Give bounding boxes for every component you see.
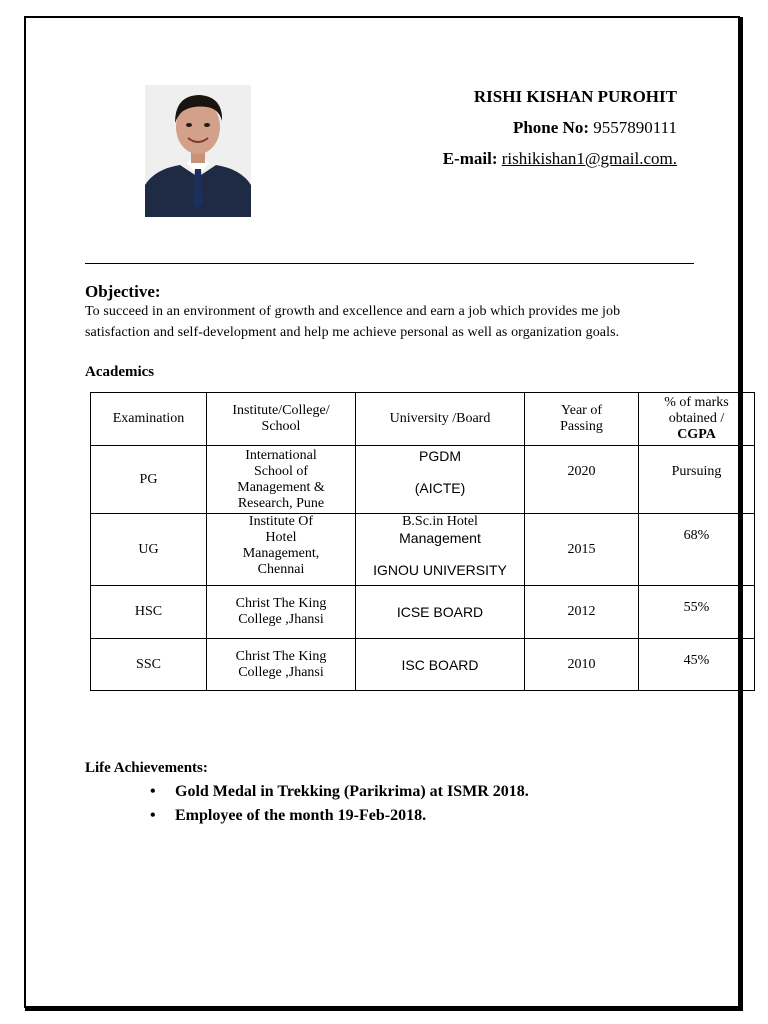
objective-heading: Objective: [85, 282, 161, 301]
cell-year: 2015 [525, 514, 639, 586]
header-institute [207, 393, 356, 446]
cell-university: ISC BOARD [356, 639, 525, 691]
cell-line: (AICTE) [414, 480, 466, 496]
cell-university [356, 446, 525, 514]
table-row [91, 586, 755, 639]
cell-institute [207, 586, 356, 639]
cell-line: PGDM [419, 448, 461, 464]
list-item [150, 804, 529, 828]
objective-line: To succeed in an environment of growth and excellence and earn a job which provides me job [85, 304, 621, 319]
achievement-text: Gold Medal in Trekking (Parikrima) at ISMR 2018. [175, 783, 529, 800]
cell-marks: Pursuing [639, 446, 755, 514]
header-line: Year of [561, 403, 602, 418]
cell-line: Institute Of [248, 514, 314, 529]
cell-marks: 45% [639, 639, 755, 691]
cell-institute [207, 639, 356, 691]
cell-exam: PG [91, 446, 207, 514]
cell-line: IGNOU UNIVERSITY [373, 562, 507, 578]
academics-heading: Academics [85, 364, 155, 380]
cell-exam: HSC [91, 586, 207, 639]
cell-institute [207, 446, 356, 514]
cell-university: ICSE BOARD [356, 586, 525, 639]
cell-institute [207, 514, 356, 586]
table-row [91, 446, 755, 514]
life-achievements-heading: Life Achievements: [85, 760, 208, 776]
header-year [525, 393, 639, 446]
cell-year: 2012 [525, 586, 639, 639]
header-line: obtained / [668, 411, 725, 426]
academics-table [90, 392, 755, 691]
horizontal-divider [85, 263, 694, 264]
cell-line: Management & [237, 479, 325, 495]
header-marks [639, 393, 755, 446]
cell-line: Christ The King [235, 648, 327, 664]
phone-value: 9557890111 [593, 118, 677, 137]
cell-line: Research, Pune [237, 495, 325, 511]
header-line: Institute/College/ [232, 403, 330, 418]
header-line: % of marks [664, 395, 729, 410]
cell-marks: 55% [639, 586, 755, 639]
profile-photo [145, 85, 251, 217]
cell-line: Chennai [257, 562, 305, 577]
achievements-list [150, 780, 529, 828]
objective-text [85, 301, 685, 343]
cell-exam: SSC [91, 639, 207, 691]
email-link[interactable]: rishikishan1@gmail.com. [501, 149, 677, 168]
cell-line: Hotel [265, 530, 297, 545]
header-line: School [261, 419, 301, 434]
cell-marks: 68% [639, 514, 755, 586]
bullet-icon: • [150, 783, 156, 800]
cell-line: Management, [242, 546, 320, 561]
cell-line: Management [399, 530, 481, 546]
cell-university [356, 514, 525, 586]
table-header-row [91, 393, 755, 446]
table-row [91, 639, 755, 691]
cell-line: Christ The King [235, 596, 327, 611]
cell-year: 2020 [525, 446, 639, 514]
header-examination: Examination [91, 393, 207, 446]
cell-line: College ,Jhansi [238, 612, 324, 627]
table-row [91, 514, 755, 586]
email-line [443, 148, 677, 170]
cell-year: 2010 [525, 639, 639, 691]
cell-line: College ,Jhansi [238, 664, 324, 680]
person-portrait-icon [145, 85, 251, 217]
email-label: E-mail: [442, 149, 498, 168]
list-item [150, 780, 529, 804]
cell-line: B.Sc.in Hotel [402, 514, 478, 529]
candidate-name: RISHI KISHAN PUROHIT [473, 87, 677, 106]
cell-line: School of [253, 463, 309, 479]
header-line: CGPA [677, 427, 716, 442]
contact-header [443, 86, 677, 170]
bullet-icon: • [150, 807, 156, 824]
cell-line: International [245, 447, 317, 463]
objective-line: satisfaction and self-development and help me achieve personal as well as organization goals. [85, 325, 620, 340]
header-line: Passing [560, 419, 603, 434]
achievement-text: Employee of the month 19-Feb-2018. [175, 807, 427, 824]
cell-exam: UG [91, 514, 207, 586]
phone-label: Phone No: [512, 118, 589, 137]
header-university: University /Board [356, 393, 525, 446]
phone-line [443, 117, 677, 139]
